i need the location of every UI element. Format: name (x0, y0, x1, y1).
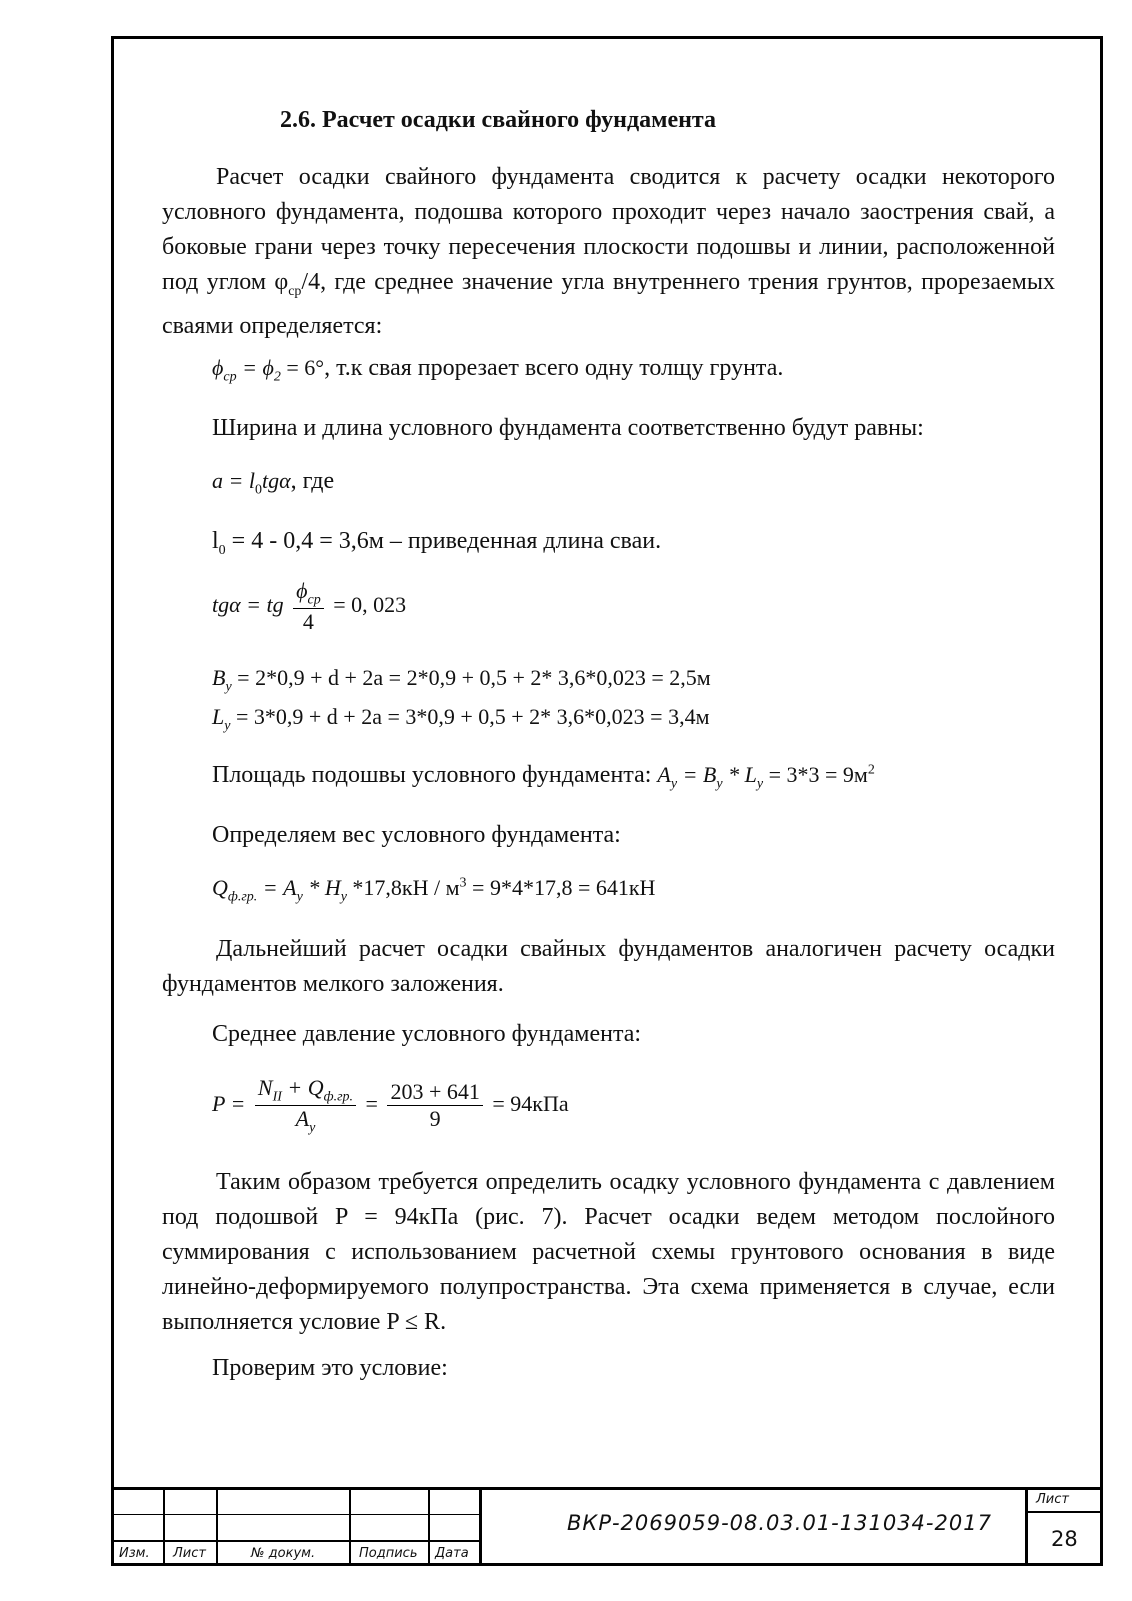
dokum-label: № докум. (251, 1546, 316, 1561)
sheet-number: 28 (1051, 1527, 1078, 1551)
title-block (111, 1487, 1103, 1566)
document-code: ВКР-2069059-08.03.01-131034-2017 (567, 1511, 992, 1535)
data-label: Дата (435, 1546, 469, 1561)
paragraph-check: Проверим это условие: (212, 1355, 448, 1381)
paragraph-pressure: Среднее давление условного фундамента: (212, 1021, 642, 1047)
equation-Q: $Q_{ф.гр.} = A_у * H_у$ $*17,8кН / м^3 = 9*4*17,8 = 641кН$ (212, 875, 656, 905)
l0-definition: $l_0 = 4 - 0,4 = 3,6м$ – приведенная длина сваи. (212, 528, 662, 558)
paragraph-settlement: Таким образом требуется определить осадку условного фундамента с давлением под подошвой P = 94кПа (рис. 7). Расчет осадки ведем методом послойного суммирования с использованием расчетной схемы грунтового основания в виде линейно-деформируемого полупространства. Эта схема применяется в случае, если выполняется условие P ≤ R. (162, 1169, 1055, 1335)
equation-P: P = $\frac{N_{II} + Q_{ф.гр.}}{A_у}$ = $\frac{203 + 641}{9}$ = 94кПа (212, 1075, 569, 1136)
equation-tg: tgα = tg $\frac{\phi_{ср}}{4}$ = 0, 023 (212, 578, 407, 635)
sheet-label: Лист (1036, 1492, 1069, 1507)
equation-L: $L_у = 3*0,9 + d + 2a = 3*0,9 + 0,5 + 2*$ 3,6*0,023 = 3,4м (212, 704, 710, 734)
podpis-label: Подпись (359, 1546, 418, 1561)
equation-phi: $\phi_{ср} = \phi_2 = 6^\circ$, т.к свая прорезает всего одну толщу грунта. (212, 355, 784, 385)
izm-label: Изм. (119, 1546, 150, 1561)
area-line: Площадь подошвы условного фундамента: $A_у = B_у * L_у = 3*3 = 9м^2$ (212, 762, 875, 792)
paragraph-width-length: Ширина и длина условного фундамента соответственно будут равны: (212, 415, 924, 441)
paragraph-intro: Расчет осадки свайного фундамента сводится к расчету осадки некоторого условного фундамента, подошва которого проходит через начало заострения свай, а боковые грани через точку пересечения плоскости подошвы и линии, расположенной под углом $\varphi_{ср}/4$, где среднее значение угла внутреннего трения грунтов, прорезаемых сваями определяется: (162, 164, 1055, 339)
equation-B: $B_у = 2*0,9 + d + 2a = 2*0,9 + 0,5 + 2*$ 3,6*0,023 = 2,5м (212, 665, 711, 695)
list-label: Лист (173, 1546, 206, 1561)
section-heading: 2.6. Расчет осадки свайного фундамента (280, 107, 717, 133)
paragraph-further: Дальнейший расчет осадки свайных фундаментов аналогичен расчету осадки фундаментов мелкого заложения. (162, 936, 1055, 997)
paragraph-weight: Определяем вес условного фундамента: (212, 822, 621, 848)
equation-a: $a = l_0tg\alpha$, где (212, 468, 335, 498)
